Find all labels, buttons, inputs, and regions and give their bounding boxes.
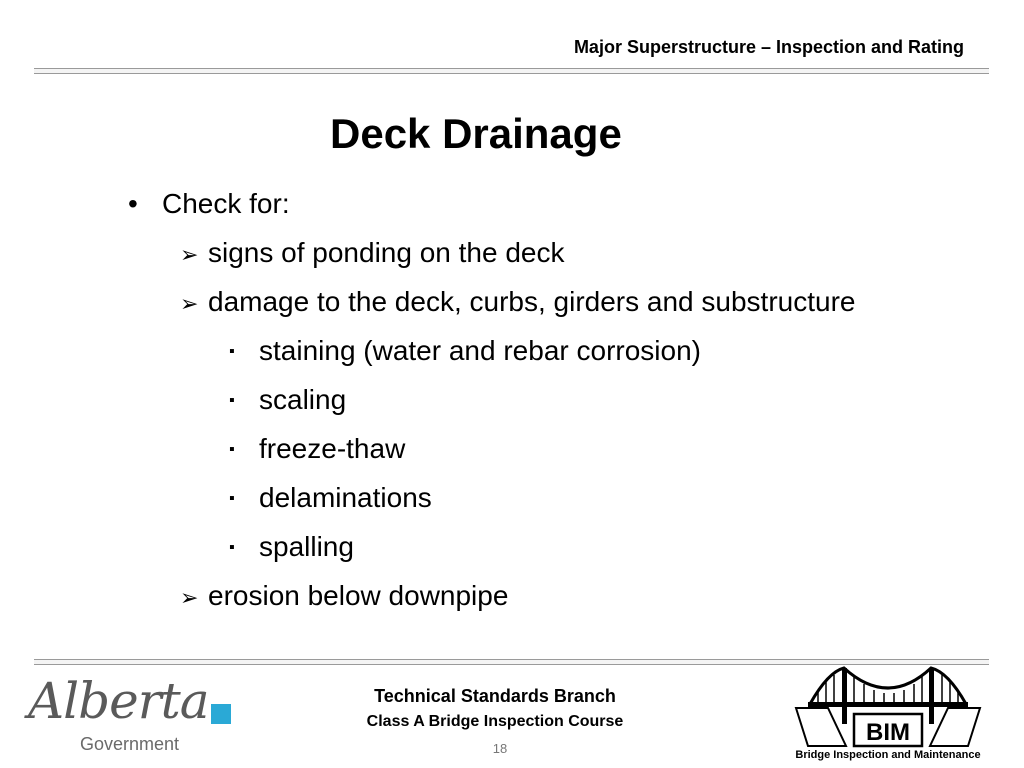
bullet-text: staining (water and rebar corrosion)	[259, 335, 701, 366]
square-bullet-icon: ▪	[229, 343, 235, 360]
header-title: Major Superstructure – Inspection and Rating	[573, 37, 964, 57]
bullet-item	[229, 482, 432, 514]
arrow-bullet-icon: ➢	[180, 585, 199, 610]
bridge-icon	[788, 664, 988, 748]
bim-caption: Bridge Inspection and Maintenance	[795, 749, 981, 761]
bullet-text: delaminations	[259, 482, 432, 513]
bullet-text: signs of ponding on the deck	[208, 237, 565, 268]
page-number: 18	[492, 741, 508, 756]
bim-logo	[788, 664, 988, 764]
bullet-item	[180, 237, 564, 269]
bullet-item	[128, 188, 290, 220]
footer-organization: Technical Standards Branch	[374, 686, 616, 706]
bullet-item	[229, 384, 346, 416]
bullet-text: Check for:	[162, 188, 290, 219]
bullet-item	[180, 580, 508, 612]
bullet-text: erosion below downpipe	[208, 580, 509, 611]
arrow-bullet-icon: ➢	[180, 242, 199, 267]
alberta-subtitle: Government	[80, 734, 180, 754]
alberta-wordmark: Alberta	[28, 672, 209, 730]
bullet-item	[229, 531, 354, 563]
bullet-item	[229, 433, 405, 465]
bullet-text: freeze-thaw	[259, 433, 406, 464]
square-bullet-icon: ▪	[229, 539, 235, 556]
bullet-text: scaling	[259, 384, 347, 415]
slide-title: Deck Drainage	[330, 110, 622, 157]
square-bullet-icon: ▪	[229, 441, 235, 458]
bullet-item	[180, 286, 855, 318]
header-divider	[34, 68, 989, 74]
square-bullet-icon: ▪	[229, 490, 235, 507]
square-bullet-icon: ▪	[229, 392, 235, 409]
bullet-text: damage to the deck, curbs, girders and substructure	[208, 286, 856, 317]
arrow-bullet-icon: ➢	[180, 291, 199, 316]
bullet-text: spalling	[259, 531, 354, 562]
bullet-item	[229, 335, 701, 367]
footer-course: Class A Bridge Inspection Course	[366, 713, 624, 730]
bim-acronym: BIM	[866, 719, 910, 746]
bullet-dot-icon: •	[128, 188, 138, 219]
